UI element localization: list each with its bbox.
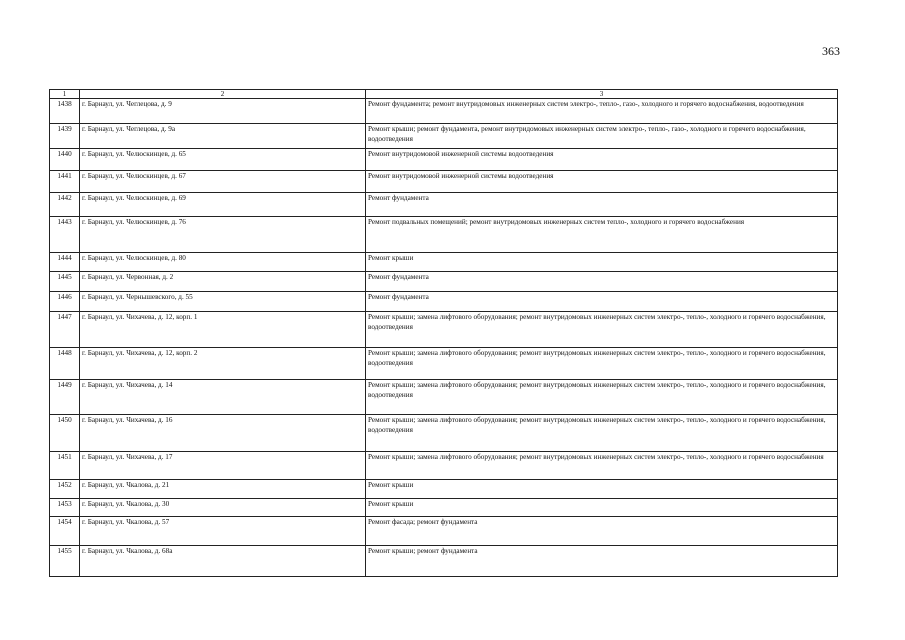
table-row [50, 517, 838, 546]
row-address: г. Барнаул, ул. Чкалова, д. 68а [80, 546, 366, 577]
row-number: 1455 [50, 546, 80, 577]
column-header-1: 1 [50, 90, 80, 99]
row-number: 1439 [50, 124, 80, 149]
table-row [50, 312, 838, 348]
column-header-3: 3 [366, 90, 838, 99]
row-works: Ремонт крыши; замена лифтового оборудования; ремонт внутридомовых инженерных систем электро-, тепло-, холодного и горячего водоснабжения, водоотведения [366, 380, 838, 415]
table-row [50, 452, 838, 480]
table-row [50, 415, 838, 452]
row-works: Ремонт внутридомовой инженерной системы водоотведения [366, 149, 838, 171]
row-works: Ремонт фундамента [366, 193, 838, 217]
row-address: г. Барнаул, ул. Чихачева, д. 12, корп. 2 [80, 348, 366, 380]
row-number: 1441 [50, 171, 80, 193]
row-number: 1447 [50, 312, 80, 348]
row-address: г. Барнаул, ул. Чкалова, д. 21 [80, 480, 366, 499]
column-header-2: 2 [80, 90, 366, 99]
row-address: г. Барнаул, ул. Челюскинцев, д. 69 [80, 193, 366, 217]
table-row [50, 149, 838, 171]
row-address: г. Барнаул, ул. Челюскинцев, д. 67 [80, 171, 366, 193]
row-number: 1442 [50, 193, 80, 217]
row-address: г. Барнаул, ул. Чкалова, д. 57 [80, 517, 366, 546]
row-works: Ремонт крыши [366, 253, 838, 272]
row-number: 1440 [50, 149, 80, 171]
row-number: 1454 [50, 517, 80, 546]
row-works: Ремонт крыши; ремонт фундамента [366, 546, 838, 577]
page-number: 363 [822, 44, 840, 58]
row-works: Ремонт внутридомовой инженерной системы водоотведения [366, 171, 838, 193]
row-address: г. Барнаул, ул. Чихачева, д. 14 [80, 380, 366, 415]
row-address: г. Барнаул, ул. Чкалова, д. 30 [80, 499, 366, 517]
row-number: 1450 [50, 415, 80, 452]
table-row [50, 99, 838, 124]
row-address: г. Барнаул, ул. Челюскинцев, д. 80 [80, 253, 366, 272]
row-number: 1451 [50, 452, 80, 480]
table-row [50, 253, 838, 272]
row-address: г. Барнаул, ул. Чихачева, д. 17 [80, 452, 366, 480]
table-row [50, 217, 838, 253]
row-address: г. Барнаул, ул. Чихачева, д. 16 [80, 415, 366, 452]
registry-table [49, 89, 838, 577]
table-row [50, 171, 838, 193]
row-number: 1452 [50, 480, 80, 499]
row-works: Ремонт фасада; ремонт фундамента [366, 517, 838, 546]
row-number: 1445 [50, 272, 80, 292]
row-address: г. Барнаул, ул. Чихачева, д. 12, корп. 1 [80, 312, 366, 348]
row-address: г. Барнаул, ул. Чеглецова, д. 9а [80, 124, 366, 149]
table-row [50, 380, 838, 415]
table-row [50, 499, 838, 517]
row-works: Ремонт фундамента [366, 292, 838, 312]
row-number: 1446 [50, 292, 80, 312]
row-address: г. Барнаул, ул. Челюскинцев, д. 65 [80, 149, 366, 171]
row-number: 1438 [50, 99, 80, 124]
table-row [50, 480, 838, 499]
row-works: Ремонт фундамента; ремонт внутридомовых инженерных систем электро-, тепло-, газо-, холодного и горячего водоснабжения, водоотведения [366, 99, 838, 124]
table-row [50, 272, 838, 292]
row-works: Ремонт крыши; ремонт фундамента, ремонт внутридомовых инженерных систем электро-, тепло-, газо-, холодного и горячего водоснабжения, водоотведения [366, 124, 838, 149]
row-address: г. Барнаул, ул. Чеглецова, д. 9 [80, 99, 366, 124]
row-works: Ремонт крыши [366, 480, 838, 499]
row-works: Ремонт крыши; замена лифтового оборудования; ремонт внутридомовых инженерных систем электро-, тепло-, холодного и горячего водоснабжения, водоотведения [366, 348, 838, 380]
table-row [50, 292, 838, 312]
table-row [50, 546, 838, 577]
row-works: Ремонт крыши; замена лифтового оборудования; ремонт внутридомовых инженерных систем электро-, тепло-, холодного и горячего водоснабжения [366, 452, 838, 480]
row-works: Ремонт крыши; замена лифтового оборудования; ремонт внутридомовых инженерных систем электро-, тепло-, холодного и горячего водоснабжения, водоотведения [366, 312, 838, 348]
table-row [50, 348, 838, 380]
table-header-row [50, 90, 838, 99]
table-row [50, 124, 838, 149]
row-works: Ремонт фундамента [366, 272, 838, 292]
row-number: 1449 [50, 380, 80, 415]
row-works: Ремонт подвальных помещений; ремонт внутридомовых инженерных систем тепло-, холодного и горячего водоснабжения [366, 217, 838, 253]
row-address: г. Барнаул, ул. Челюскинцев, д. 76 [80, 217, 366, 253]
row-number: 1443 [50, 217, 80, 253]
row-number: 1448 [50, 348, 80, 380]
row-number: 1444 [50, 253, 80, 272]
row-works: Ремонт крыши [366, 499, 838, 517]
row-address: г. Барнаул, ул. Чернышевского, д. 55 [80, 292, 366, 312]
table-row [50, 193, 838, 217]
row-works: Ремонт крыши; замена лифтового оборудования; ремонт внутридомовых инженерных систем электро-, тепло-, холодного и горячего водоснабжения, водоотведения [366, 415, 838, 452]
row-number: 1453 [50, 499, 80, 517]
row-address: г. Барнаул, ул. Червонная, д. 2 [80, 272, 366, 292]
